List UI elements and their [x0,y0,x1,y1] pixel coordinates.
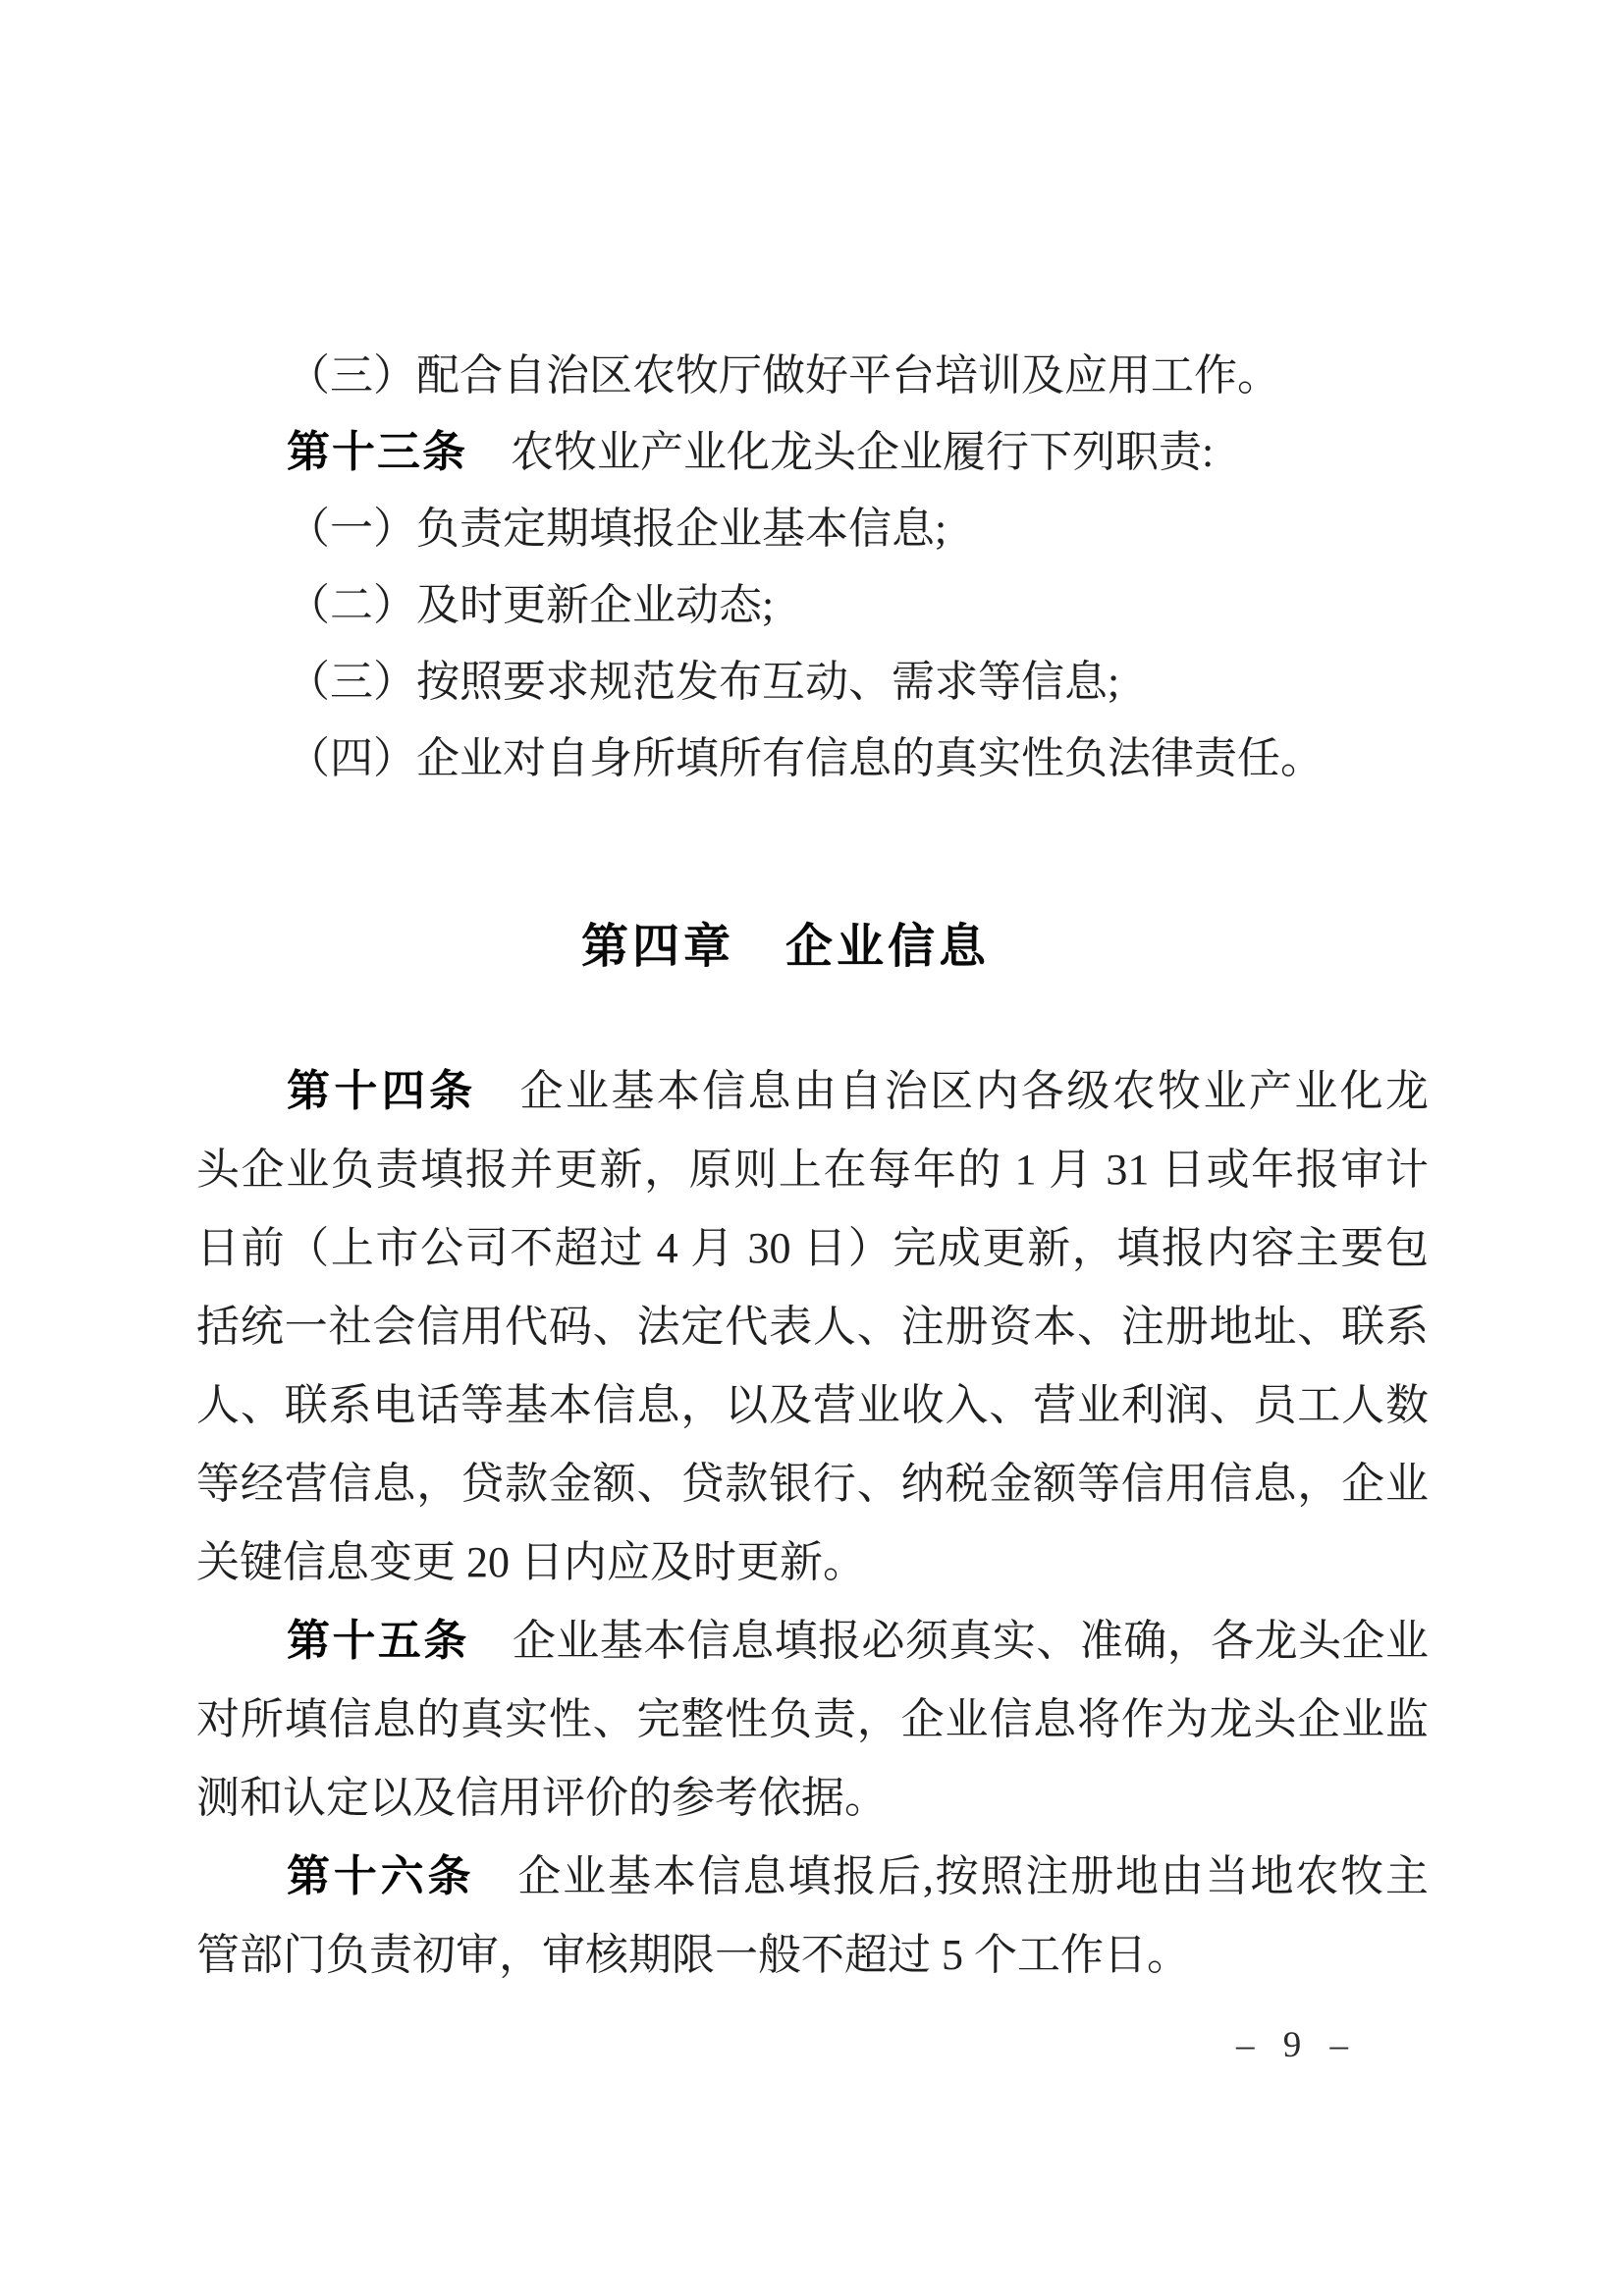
line-text: 测和认定以及信用评价的参考依据。 [196,1774,888,1822]
text-line [196,1131,1429,1209]
chapter-heading: 第四章 企业信息 [580,921,990,973]
line-text: 日前（上市公司不超过 4 月 30 日）完成更新，填报内容主要包 [196,1224,1429,1272]
text-line [196,567,1429,644]
text-line [196,1759,1429,1838]
text-line [196,1445,1429,1523]
text-line [196,721,1429,797]
line-text: 关键信息变更 20 日内应及时更新。 [196,1538,866,1586]
text-line [196,1523,1429,1602]
line-text: 企业基本信息填报后,按照注册地由当地农牧主 [517,1852,1430,1900]
article-16-line [196,1838,1429,1916]
articles-section [196,1052,1429,1995]
line-text: （三）按照要求规范发布互动、需求等信息; [287,658,1120,706]
text-line [196,1366,1429,1445]
text-line [196,1916,1429,1995]
line-text: （三）配合自治区农牧厅做好平台培训及应用工作。 [287,351,1280,400]
text-line [196,491,1429,567]
text-line [196,1681,1429,1759]
line-text: （二）及时更新企业动态; [287,581,775,629]
line-text: （四）企业对自身所填所有信息的真实性负法律责任。 [287,734,1324,782]
line-text: 企业基本信息填报必须真实、准确，各龙头企业 [512,1617,1430,1665]
article-13-line [196,414,1429,491]
line-text: 等经营信息，贷款金额、贷款银行、纳税金额等信用信息，企业 [196,1460,1429,1508]
clauses-section [196,338,1429,797]
text-line [196,644,1429,721]
line-text: 括统一社会信用代码、法定代表人、注册资本、注册地址、联系 [196,1303,1429,1351]
line-text: 管部门负责初审，审核期限一般不超过 5 个工作日。 [196,1931,1190,1979]
line-text: 人、联系电话等基本信息，以及营业收入、营业利润、员工人数 [196,1381,1429,1429]
line-text: 农牧业产业化龙头企业履行下列职责: [511,428,1215,476]
text-line [196,338,1429,414]
line-text: 头企业负责填报并更新，原则上在每年的 1 月 31 日或年报审计 [196,1146,1429,1194]
text-line [196,1288,1429,1366]
line-text: 对所填信息的真实性、完整性负责，企业信息将作为龙头企业监 [196,1695,1429,1743]
article-number: 第十四条 [287,1067,477,1115]
article-number: 第十三条 [287,428,467,476]
line-text: （一）负责定期填报企业基本信息; [287,505,947,553]
article-15-line [196,1602,1429,1681]
article-number: 第十六条 [287,1852,475,1900]
page-number: – 9 – [1236,2025,1358,2065]
line-text: 企业基本信息由自治区内各级农牧业产业化龙 [519,1067,1430,1115]
article-number: 第十五条 [287,1617,469,1665]
article-14-line [196,1052,1429,1131]
text-line [196,1209,1429,1288]
